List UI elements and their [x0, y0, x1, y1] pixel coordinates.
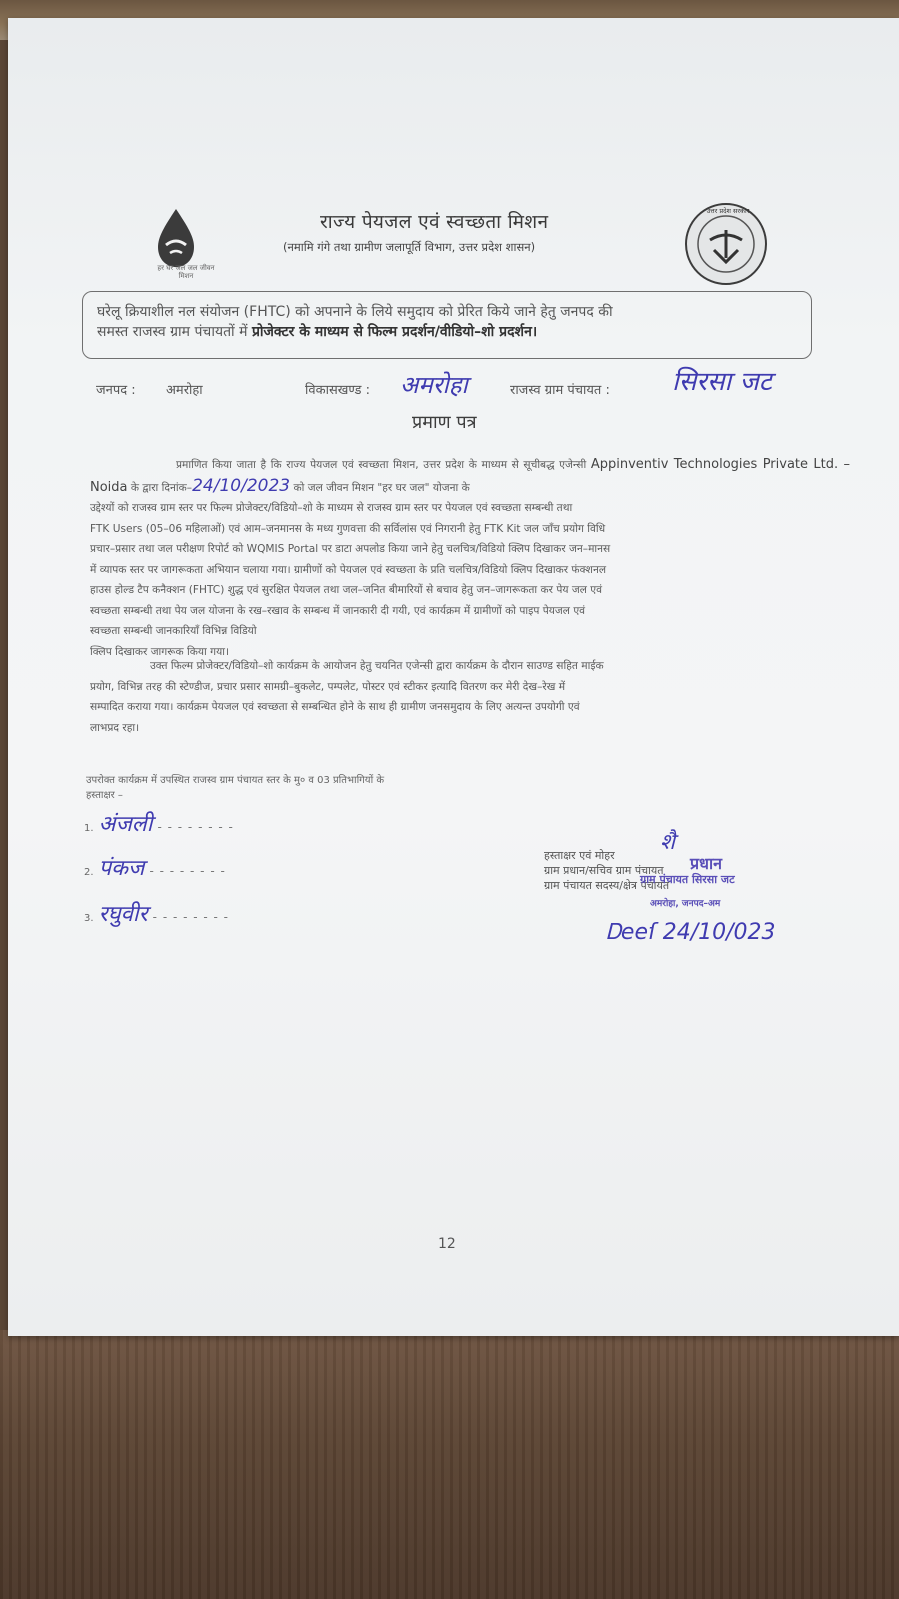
banner-line-2-bold: प्रोजेक्टर के माध्यम से फिल्म प्रदर्शन/वीडियो–शो प्रदर्शन।: [251, 324, 538, 340]
banner-line-2-plain: समस्त राजस्व ग्राम पंचायतों में: [97, 324, 252, 340]
background-wood-table: [0, 1330, 899, 1599]
signature-line: - - - - - - - -: [149, 864, 226, 878]
signature-date: 24/10/023: [662, 920, 776, 945]
paragraph-1-line: में व्यापक स्तर पर जागरूकता अभियान चलाया गया। ग्रामीणों को पेयजल एवं स्वच्छता के प्रति चलचित्र/विडियो क्लिप दिखाकर फंक्शनल: [90, 563, 607, 576]
paragraph-1-line: FTK Users (05–06 महिलाओं) एवं आम–जनमानस के मध्य गुणवत्ता की सर्विलांस एवं निगरानी हेतु FTK Kit जल जाँच प्रयोग विधि: [90, 522, 606, 535]
banner-line-1: घरेलू क्रियाशील नल संयोजन (FHTC) को अपनाने के लिये समुदाय को प्रेरित किये जाने हेतु जनपद की: [97, 304, 613, 320]
district-value: अमरोहा: [166, 383, 203, 398]
paragraph-1-line: उद्देश्यों को राजस्व ग्राम स्तर पर फिल्म प्रोजेक्टर/विडियो–शो के माध्यम से राजस्व ग्राम स्तर पर पेयजल एवं स्वच्छता सम्बन्धी तथा: [90, 502, 573, 514]
paragraph-1-line: स्वच्छता सम्बन्धी जानकारियाँ विभिन्न विडियो: [90, 625, 257, 637]
stamp-title: प्रधान: [690, 854, 722, 873]
header-title: राज्य पेयजल एवं स्वच्छता मिशन: [320, 211, 549, 233]
stamp-place: ग्राम पंचायत सिरसा जट: [640, 873, 735, 886]
signatory-line-2: ग्राम प्रधान/सचिव ग्राम पंचायत: [544, 864, 664, 877]
paragraph-1-line-0: को जल जीवन मिशन "हर घर जल" योजना के: [293, 481, 470, 494]
paragraph-2-line: सम्पादित कराया गया। कार्यक्रम पेयजल एवं स्वच्छता से सम्बन्धित होने के साथ ही ग्रामीण जनसमुदाय के लिए अत्यन्त उपयोगी एवं: [90, 701, 580, 713]
signatory-line-3: ग्राम पंचायत सदस्य/क्षेत्र पंचायत: [544, 879, 670, 892]
signature-line: - - - - - - - -: [157, 820, 234, 834]
participant-signature: अंजली: [98, 812, 153, 837]
paragraph-1-start: प्रमाणित किया जाता है कि राज्य पेयजल एवं स्वच्छता मिशन, उत्तर प्रदेश के माध्यम से सूचीबद्ध एजेन्सी: [176, 459, 587, 471]
banner-line-2: [97, 322, 797, 342]
paragraph-1-line: प्रचार–प्रसार तथा जल परीक्षण रिपोर्ट को WQMIS Portal पर डाटा अपलोड किया जाने हेतु चलचित्र/विडियो क्लिप दिखाकर जन–मानस: [90, 543, 611, 555]
panchayat-value-handwritten: सिरसा जट: [672, 367, 772, 397]
participant-number: 1.: [84, 823, 94, 834]
paragraph-1: [90, 455, 850, 662]
participant-row: [84, 852, 226, 882]
participants-note: उपरोक्त कार्यक्रम में उपस्थित राजस्व ग्राम पंचायत स्तर के मु० व 03 प्रतिभागियों के: [86, 775, 385, 786]
program-banner: [82, 291, 812, 359]
paragraph-1-line: क्लिप दिखाकर जागरूक किया गया।: [90, 645, 230, 658]
paragraph-2: [90, 656, 850, 738]
right-logo-caption: उत्तर प्रदेश सरकार: [706, 207, 750, 215]
block-label: विकासखण्ड :: [305, 383, 371, 398]
participant-signature: रघुवीर: [98, 902, 148, 927]
signatory-line-1: हस्ताक्षर एवं मोहर: [544, 849, 615, 862]
participant-row: [84, 808, 234, 838]
signatory-date-handwritten: [606, 920, 776, 945]
paragraph-2-line: प्रयोग, विभिन्न तरह की स्टेण्डीज, प्रचार प्रसार सामग्री–बुकलेट, पम्पलेट, पोस्टर एवं स्टीकर इत्यादि वितरण कर मेरी देख–रेख में: [90, 680, 566, 693]
paragraph-1-mid: के द्वारा दिनांक–: [130, 481, 193, 494]
header-subtitle: (नमामि गंगे तथा ग्रामीण जलापूर्ति विभाग, उत्तर प्रदेश शासन): [283, 240, 536, 254]
signature-line: - - - - - - - -: [152, 910, 230, 924]
participant-row: [84, 898, 229, 928]
signatory-signature-mark: शै: [660, 830, 675, 855]
participant-number: 3.: [84, 913, 94, 924]
signature-scribble: Ꭰeeſ: [606, 920, 656, 945]
left-logo-caption: हर घर जल जल जीवन मिशन: [157, 264, 215, 280]
block-value-handwritten: अमरोहा: [400, 371, 468, 399]
page-number: 12: [438, 1236, 456, 1252]
panchayat-label: राजस्व ग्राम पंचायत :: [510, 383, 610, 398]
stamp-district: अमरोहा, जनपद–अम: [650, 899, 721, 909]
agency-name: Appinventiv Technologies Private Ltd. – Noida: [90, 457, 850, 495]
district-label: जनपद :: [96, 383, 136, 398]
paragraph-2-line: उक्त फिल्म प्रोजेक्टर/विडियो–शो कार्यक्रम के आयोजन हेतु चयनित एजेन्सी द्वारा कार्यक्रम के दौरान साउण्ड सहित माईक: [150, 660, 604, 672]
participant-signature: पंकज: [98, 856, 145, 881]
paragraph-1-line: स्वच्छता सम्बन्धी तथा पेय जल योजना के रख–रखाव के सम्बन्ध में जानकारी दी गयी, एवं कार्यक्रम में ग्रामीणों को पाइप पेयजल एवं: [90, 604, 586, 617]
participant-number: 2.: [84, 867, 94, 878]
program-date-handwritten: 24/10/2023: [192, 475, 291, 496]
paragraph-2-line: लाभप्रद रहा।: [90, 721, 140, 734]
paragraph-1-line-1: [90, 455, 850, 498]
paragraph-1-line: हाउस होल्ड टैप कनैक्शन (FHTC) शुद्ध एवं सुरक्षित पेयजल तथा जल–जनित बीमारियों से बचाव हेतु जन–जागरूकता कर पेय जल एवं: [90, 584, 603, 596]
certificate-title: प्रमाण पत्र: [412, 412, 477, 433]
participants-note-2: हस्ताक्षर –: [86, 790, 123, 801]
